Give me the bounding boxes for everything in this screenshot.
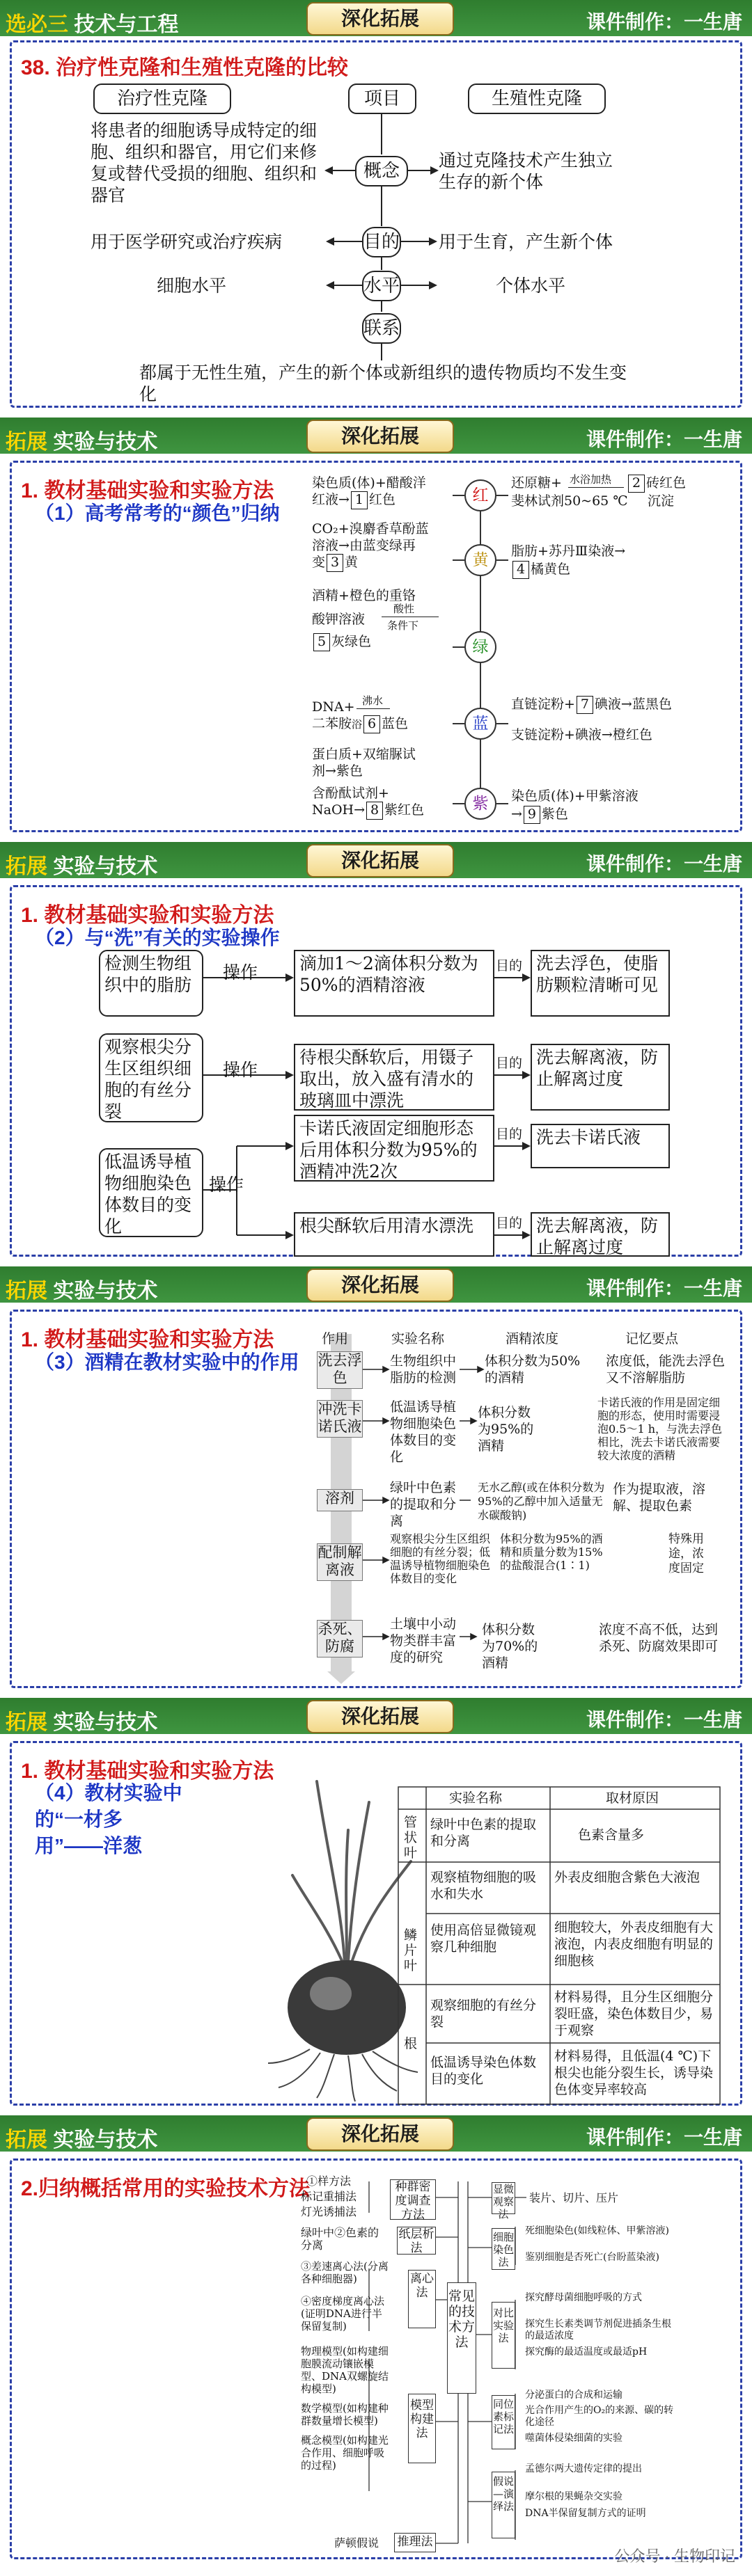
green-cond-top: 酸性 [393,603,415,615]
center-title: 深化拓展 [306,2,454,35]
text: 二苯胺 [312,716,352,731]
item-trypan-blue: 鉴别细胞是否死亡(台盼蓝染液) [525,2252,659,2263]
connector-lines [0,0,752,418]
red-left-line1: 染色质(体)+醋酸洋 [312,475,426,491]
yellow-left-line2: 溶液→由蓝变绿再 [312,538,416,553]
yellow-right-line1: 脂肪+苏丹Ⅲ染液→ [511,543,626,559]
header-use: 作用 [322,1331,349,1346]
credit: 课件制作：一生唐 [586,2126,742,2148]
text: 直链淀粉+ [511,697,575,712]
onion-reason-pigment: 色素含量多 [578,1827,645,1843]
item-dead-cell-stain: 死细胞染色(如线粒体、甲紫溶液) [525,2225,669,2236]
left-tag-topic: 实验与技术 [47,855,158,878]
onion-reason-osmosis: 外表皮细胞含紫色大液泡 [554,1870,700,1885]
heading: 38. 治疗性克隆和生殖性克隆的比较 [21,56,349,79]
purple-left-line4 [312,802,424,820]
header-reproductive: 生殖性克隆 [468,84,606,114]
item-morgan: 摩尔根的果蝇杂交实验 [525,2491,622,2502]
slide-onion-multiuse [0,1698,752,2115]
concept-therapeutic: 将患者的细胞诱导成特定的细胞、组织和器官，用它们来修复或替代受损的细胞、组织和器官 [91,120,318,205]
left-tag-course: 选必三 [6,13,68,36]
left-tag-topic: 技术与工程 [68,13,179,36]
red-right-line1 [511,475,562,491]
credit: 课件制作：一生唐 [586,429,742,450]
blue-cond-top: 沸水 [362,694,384,707]
credit: 课件制作：一生唐 [586,1278,742,1299]
op-label: 操作 [223,1060,258,1080]
purple-right-line2 [511,806,568,824]
blank-5: 5 [313,633,330,651]
onion-exp-osmosis: 观察植物细胞的吸水和失水 [430,1870,537,1902]
left-tag-course: 拓展 [6,431,47,454]
box-modeling: 模型构建法 [408,2394,436,2463]
item-math-model: 数学模型(如构建种群数量增长模型) [301,2402,389,2427]
left-tag-course: 拓展 [6,1280,47,1303]
text: 还原糖+ [511,475,562,491]
text: 橘黄色 [531,562,571,577]
yellow-left-line3 [312,554,358,572]
label-level: 水平 [362,271,401,301]
credit: 课件制作：一生唐 [586,853,742,875]
wash-c-purpose-1: 洗去卡诺氏液 [531,1124,670,1168]
blank-2: 2 [628,475,645,493]
conc-70: 体积分数为70%的酒精 [482,1622,538,1671]
use-wash-color: 洗去浮色 [317,1351,363,1389]
label-link: 联系 [362,313,401,344]
color-green-node: 绿 [464,631,496,663]
red-right-arrow [568,487,624,488]
item-secretory-protein: 分泌蛋白的合成和运输 [525,2390,622,2401]
subheading: （3）酒精在教材实验中的作用 [35,1351,299,1373]
box-comparison: 对比实验法 [492,2302,515,2369]
red-right-result [627,475,686,493]
level-therapeutic: 细胞水平 [157,276,227,296]
blank-4: 4 [512,561,529,579]
text: 碘液→蓝黑色 [594,697,672,712]
onion-exp-mitosis: 观察细胞的有丝分裂 [430,1998,537,2030]
header-experiment: 实验名称 [391,1331,445,1346]
text: 蓝色 [382,716,409,731]
wash-a-operation: 滴加1～2滴体积分数为50%的酒精溶液 [294,950,494,1017]
exp-pigment: 绿叶中色素的提取和分离 [390,1480,457,1529]
center-title: 深化拓展 [306,1700,454,1733]
heading: 1. 教材基础实验和实验方法 [21,1760,274,1783]
heading: 1. 教材基础实验和实验方法 [21,904,274,927]
blank-6: 6 [363,715,380,733]
onion-exp-microscope: 使用高倍显微镜观察几种细胞 [430,1923,537,1955]
left-tag-course: 拓展 [6,1711,47,1734]
green-left-line2: 酸钾溶液 [312,612,366,627]
blank-8: 8 [366,802,383,820]
box-centrifugation: 离心法 [408,2270,436,2328]
left-tag-topic: 实验与技术 [47,2129,158,2152]
onion-header-reason: 取材原因 [606,1790,659,1806]
text: 砖红色 [646,475,687,491]
onion-reason-microscope: 细胞较大，外表皮细胞有大液泡，内表皮细胞有明显的细胞核 [554,1920,714,1969]
wash-b-purpose: 洗去解离液，防止解离过度 [531,1044,670,1111]
credit: 课件制作：一生唐 [586,1709,742,1731]
left-tag-course: 拓展 [6,855,47,878]
item-yeast-respiration: 探究酵母菌细胞呼吸的方式 [525,2292,642,2303]
goal-label: 目的 [496,1127,523,1142]
blank-1: 1 [351,491,368,509]
box-population-density: 种群密度调查方法 [390,2179,436,2220]
blue-arrow-line [357,708,390,709]
purple-left-line3: 含酚酞试剂+ [312,786,389,801]
purple-left-line2: 剂→紫色 [312,763,363,779]
purpose-reproductive: 用于生育，产生新个体 [439,232,613,252]
left-tag-course: 拓展 [6,2129,47,2152]
goal-label: 目的 [496,1056,523,1071]
level-reproductive: 个体水平 [496,276,566,296]
wash-c-purpose-2: 洗去解离液，防止解离过度 [531,1212,670,1257]
blue-right-line2: 支链淀粉+碘液→橙红色 [511,727,652,742]
item-pigment-separation: 绿叶中②色素的分离 [301,2226,379,2252]
red-right-cond: 水浴加热 [570,473,612,486]
key-50: 浓度低，能洗去浮色又不溶解脂肪 [606,1353,726,1385]
item-mendel: 孟德尔两大遗传定律的提出 [525,2463,642,2474]
wash-c-experiment: 低温诱导植物细胞染色体数目的变化 [99,1148,203,1237]
onion-header-exp: 实验名称 [449,1790,503,1806]
slide-technique-methods [0,2115,752,2576]
box-staining: 细胞染色法 [492,2228,515,2270]
heading: 1. 教材基础实验和实验方法 [21,479,274,502]
text: 红色 [368,492,395,507]
item-light-trap: 灯光诱捕法 [301,2205,357,2218]
text: 紫色 [541,806,568,822]
credit: 课件制作：一生唐 [586,11,742,33]
group-tube-leaf: 管状叶 [404,1815,418,1861]
item-phage: 噬菌体侵染细菌的实验 [525,2433,622,2444]
conc-mix: 体积分数为95%的酒精和质量分数为15%的盐酸混合(1∶1) [500,1532,603,1572]
use-dissociation: 配制解离液 [317,1543,363,1581]
text: 红液→ [312,492,350,507]
conc-95: 体积分数为95%的酒精 [478,1405,534,1454]
key-70: 浓度不高不低，达到杀死、防腐效果即可 [599,1622,719,1654]
blue-left-line2 [312,715,408,733]
box-isotope: 同位素标记法 [492,2395,515,2449]
color-blue-node: 蓝 [464,708,496,740]
blank-3: 3 [327,554,343,572]
group-scale-leaf: 鳞片叶 [404,1927,418,1973]
goal-label: 目的 [496,1216,523,1231]
purple-left-line1: 蛋白质+双缩脲试 [312,747,416,762]
label-purpose: 目的 [362,227,401,257]
blue-left-line1: DNA+ [312,699,355,715]
slide-clone-comparison [0,0,752,418]
use-solvent: 溶剂 [317,1489,363,1511]
onion-exp-lowtemp: 低温诱导染色体数目的变化 [430,2055,537,2087]
text: → [511,806,522,822]
center-title: 深化拓展 [306,844,454,877]
blank-9: 9 [524,806,540,824]
green-left-line1: 酒精+橙色的重铬 [312,588,416,603]
box-microscopy: 显微观察法 [492,2183,514,2220]
green-cond-bottom: 条件下 [387,619,419,632]
yellow-right-line2 [511,561,570,579]
center-methods: 常见的技术方法 [447,2282,476,2394]
text: 黄 [345,555,359,570]
exp-fat-detection: 生物组织中脂肪的检测 [390,1353,457,1385]
red-left-line2 [312,491,395,509]
text: 灰绿色 [331,634,372,649]
header-therapeutic: 治疗性克隆 [93,84,231,114]
subheading: （2）与“洗”有关的实验操作 [35,927,280,948]
wash-a-experiment: 检测生物组织中的脂肪 [99,950,203,1017]
text: 变 [312,555,326,570]
yellow-left-line1: CO₂+溴麝香草酚蓝 [312,521,429,536]
item-concept-model: 概念模型(如构建光合作用、细胞呼吸的过程) [301,2434,389,2472]
subheading: （1）高考常考的“颜色”归纳 [35,502,280,524]
box-inference: 推理法 [394,2533,436,2552]
wash-b-operation: 待根尖酥软后，用镊子取出，放入盛有清水的玻璃皿中漂洗 [294,1044,494,1111]
red-right-precip: 沉淀 [648,493,675,509]
item-physical-model: 物理模型(如构建细胞膜流动镶嵌模型、DNA双螺旋结构模型) [301,2345,389,2395]
watermark: 公众号 · 生物印记 [614,2547,735,2565]
concept-reproductive: 通过克隆技术产生独立生存的新个体 [439,150,613,192]
key-fixed: 特殊用途，浓度固定 [668,1532,704,1575]
center-title: 深化拓展 [306,420,454,453]
green-left-line3 [312,633,371,651]
blue-right-line1 [511,696,672,714]
key-95: 卡诺氏液的作用是固定细胞的形态，使用时需要浸泡0.5～1 h，与洗去浮色相比，洗去卡诺氏液需要较大浓度的酒精 [597,1396,723,1462]
header-keypoint: 记忆要点 [625,1331,679,1346]
slide-alcohol-uses [0,1266,752,1698]
group-root: 根 [404,2036,418,2051]
exp-soil-animals: 土壤中小动物类群丰富度的研究 [390,1616,457,1665]
link-text: 都属于无性生殖，产生的新个体或新组织的遗传物质均不发生变化 [139,363,627,404]
slide-color-reactions [0,418,752,842]
item-differential-centrifugation: ③差速离心法(分离各种细胞器) [301,2260,389,2285]
text: 浴 [352,718,363,731]
use-kill-preserve: 杀死、防腐 [317,1620,363,1657]
heading: 2.归纳概括常用的实验技术方法 [21,2177,311,2200]
conc-50: 体积分数为50%的酒精 [485,1353,581,1385]
onion-reason-mitosis: 材料易得，且分生区细胞分裂旺盛，染色体数目少，易于观察 [554,1989,714,2038]
onion-reason-lowtemp: 材料易得，且低温(4 ℃)下根尖也能分裂生长，诱导染色体变异率较高 [554,2049,714,2097]
item-quadrat: ①样方法 [306,2175,352,2188]
slide-washing-operations [0,842,752,1266]
op-label: 操作 [223,962,258,983]
goal-label: 目的 [496,958,523,973]
conc-anhydrous: 无水乙醇(或在体积分数为95%的乙醇中加入适量无水碳酸钠) [478,1481,605,1522]
header-concentration: 酒精浓度 [506,1331,559,1346]
box-chromatography: 纸层析法 [397,2227,436,2255]
wash-c-operation-2: 根尖酥软后用清水漂洗 [294,1212,494,1257]
exp-low-temp: 低温诱导植物细胞染色体数目的变化 [390,1399,457,1465]
color-yellow-node: 黄 [464,544,496,576]
color-purple-node: 紫 [464,788,496,820]
box-hypothetico-deductive: 假说—演绎法 [492,2472,515,2538]
header-item: 项目 [348,84,416,114]
center-title: 深化拓展 [306,1269,454,1302]
purple-right-line1: 染色质(体)+甲紫溶液 [511,788,639,804]
item-oxygen-source: 光合作用产生的O₂的来源、碳的转化途径 [525,2405,674,2428]
item-enzyme: 探究酶的最适温度或最适pH [525,2346,648,2358]
label-concept: 概念 [355,156,408,186]
key-solvent: 作为提取液，溶解、提取色素 [613,1481,706,1513]
exp-mitosis-lowtemp: 观察根尖分生区组织细胞的有丝分裂；低温诱导植物细胞染色体数目的变化 [390,1532,491,1585]
heading: 1. 教材基础实验和实验方法 [21,1328,274,1351]
blank-7: 7 [577,696,593,714]
use-rinse-carnoy: 冲洗卡诺氏液 [317,1400,363,1438]
left-tag-topic: 实验与技术 [47,431,158,454]
wash-b-experiment: 观察根尖分生区组织细胞的有丝分裂 [99,1033,203,1122]
text: NaOH→ [312,802,366,818]
item-density-gradient: ④密度梯度离心法(证明DNA进行半保留复制) [301,2295,385,2332]
item-mark-recapture: 标记重捕法 [301,2190,357,2203]
center-title: 深化拓展 [306,2117,454,2151]
text: 紫红色 [384,802,425,818]
left-tag-topic: 实验与技术 [47,1280,158,1303]
item-slides: 装片、切片、压片 [529,2191,619,2204]
op-label: 操作 [209,1175,244,1195]
color-red-node: 红 [464,479,496,511]
item-sutton: 萨顿假说 [334,2536,379,2550]
item-dna-replication: DNA半保留复制方式的证明 [525,2508,646,2519]
red-right-line2: 斐林试剂50~65 ℃ [511,493,628,509]
wash-c-operation-1: 卡诺氏液固定细胞形态后用体积分数为95%的酒精冲洗2次 [294,1115,494,1182]
left-tag-topic: 实验与技术 [47,1711,158,1734]
wash-a-purpose: 洗去浮色，使脂肪颗粒清晰可见 [531,950,670,1017]
item-auxin: 探究生长素类调节剂促进插条生根的最适浓度 [525,2319,671,2342]
onion-exp-pigment: 绿叶中色素的提取和分离 [430,1817,537,1849]
purpose-therapeutic: 用于医学研究或治疗疾病 [91,232,283,252]
subheading: （4）教材实验中的“一材多用”——洋葱 [35,1782,182,1857]
